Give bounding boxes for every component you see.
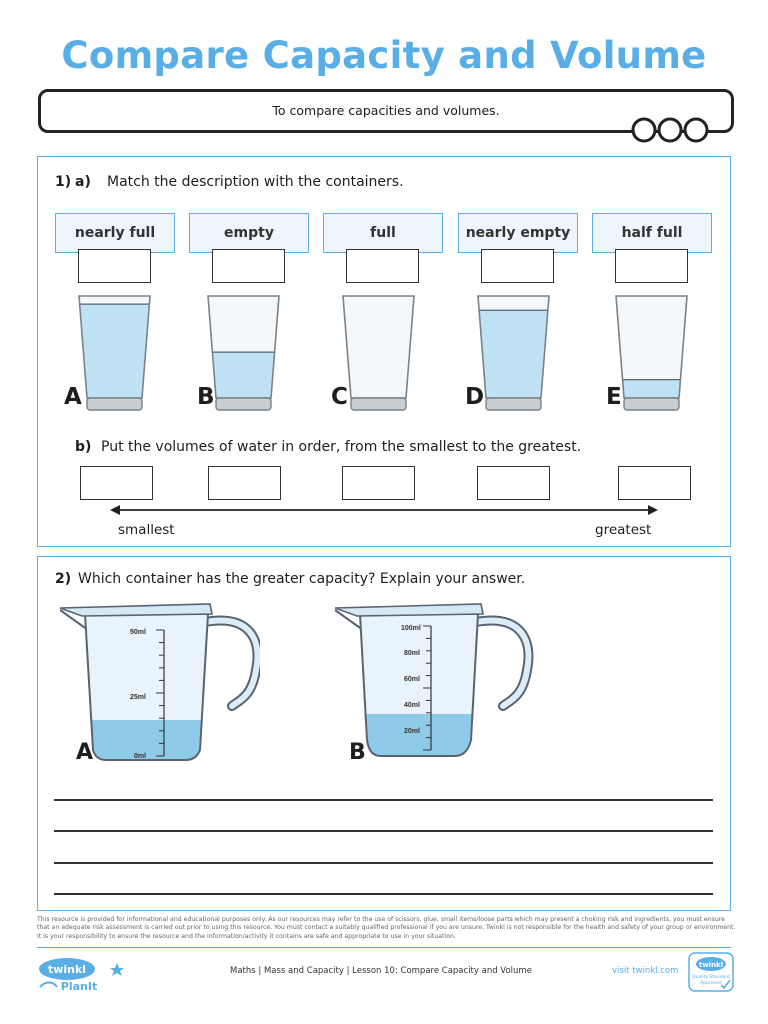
logo-top-text: twinkl: [47, 963, 87, 976]
order-box-5[interactable]: [618, 466, 691, 500]
glass-base: [624, 398, 679, 410]
jug-a-mark-0: 0ml: [134, 753, 147, 760]
glass-label-a: A: [64, 384, 82, 410]
water-level: [206, 352, 281, 398]
footer-link[interactable]: visit twinkl.com: [612, 966, 679, 976]
water-level: [476, 310, 551, 398]
double-arrow-icon: [110, 500, 658, 520]
glass-label-d: D: [465, 384, 485, 410]
glass-c: [341, 290, 416, 414]
glass-body: [343, 296, 414, 398]
badge-logo-text: twinkl: [698, 961, 724, 969]
rings-icon: [628, 116, 718, 146]
answer-line-1[interactable]: [54, 799, 713, 801]
answer-line-2[interactable]: [54, 830, 713, 832]
answer-line-3[interactable]: [54, 862, 713, 864]
q2-prompt: Which container has the greater capacity? Explain your answer.: [78, 571, 526, 587]
glass-label-e: E: [606, 384, 622, 410]
order-box-4[interactable]: [477, 466, 550, 500]
glass-d: [476, 290, 551, 414]
glass-e: [614, 290, 689, 414]
glass-base: [351, 398, 406, 410]
jug-b-mark-40: 40ml: [404, 702, 420, 709]
jug-label-a: A: [76, 740, 94, 765]
order-box-1[interactable]: [80, 466, 153, 500]
glass-base: [216, 398, 271, 410]
q2-number: 2): [55, 571, 72, 587]
glass-base: [486, 398, 541, 410]
q1-prompt-b: Put the volumes of water in order, from the smallest to the greatest.: [101, 439, 582, 455]
glass-label-c: C: [331, 384, 348, 410]
order-box-3[interactable]: [342, 466, 415, 500]
logo-bottom-text: PlanIt: [60, 980, 98, 993]
desc-nearly-full: nearly full: [55, 213, 175, 253]
quality-badge-icon: [688, 952, 734, 992]
answer-box-3[interactable]: [346, 249, 419, 283]
jug-label-b: B: [349, 740, 366, 765]
jug-b-mark-20: 20ml: [404, 728, 420, 735]
water-level: [77, 304, 152, 398]
disclaimer-text: This resource is provided for informational and educational purposes only. As our resources may refer to the use of scissors, glue, small items/loose parts which may present a choking risk and ingredients, you must ensure that an adequate risk assessment is carried out prior to using this resource. You must contact a suitably qualified professional if you are unsure. Twinkl is not responsible for the health and safety of your group or environment. It is your responsibility to ensure the resource and the information/activity it contains are safe and appropriate to use in your situation.: [37, 916, 736, 940]
jug-b-mark-80: 80ml: [404, 650, 420, 657]
desc-half-full: half full: [592, 213, 712, 253]
footer-divider: [37, 947, 731, 948]
q1-prompt-a: Match the description with the containers.: [107, 174, 404, 190]
q1-part-b: b): [75, 439, 92, 455]
glass-label-b: B: [197, 384, 215, 410]
objective-text: To compare capacities and volumes.: [272, 103, 500, 118]
order-box-2[interactable]: [208, 466, 281, 500]
jug-a-mark-25: 25ml: [130, 694, 146, 701]
smallest-label: smallest: [118, 522, 175, 538]
desc-full: full: [323, 213, 443, 253]
answer-box-1[interactable]: [78, 249, 151, 283]
greatest-label: greatest: [595, 522, 652, 538]
jug-b-mark-100: 100ml: [401, 625, 421, 632]
q1-number: 1): [55, 174, 72, 190]
desc-empty: empty: [189, 213, 309, 253]
jug-a-mark-50: 50ml: [130, 629, 146, 636]
answer-box-2[interactable]: [212, 249, 285, 283]
badge-caption-2: Approved: [700, 981, 722, 986]
answer-box-5[interactable]: [615, 249, 688, 283]
glass-a: [77, 290, 152, 414]
star-icon: [110, 963, 124, 976]
q1-part-a: a): [75, 174, 91, 190]
jug-b-mark-60: 60ml: [404, 676, 420, 683]
glass-base: [87, 398, 142, 410]
badge-caption-1: Quality Standard: [692, 975, 730, 980]
answer-box-4[interactable]: [481, 249, 554, 283]
answer-line-4[interactable]: [54, 893, 713, 895]
twinkl-planit-logo: [37, 955, 127, 997]
glass-b: [206, 290, 281, 414]
footer-subject: Maths | Mass and Capacity | Lesson 10: Compare Capacity and Volume: [230, 966, 532, 976]
page-title: Compare Capacity and Volume: [61, 34, 707, 77]
desc-nearly-empty: nearly empty: [458, 213, 578, 253]
water-level: [614, 380, 689, 398]
